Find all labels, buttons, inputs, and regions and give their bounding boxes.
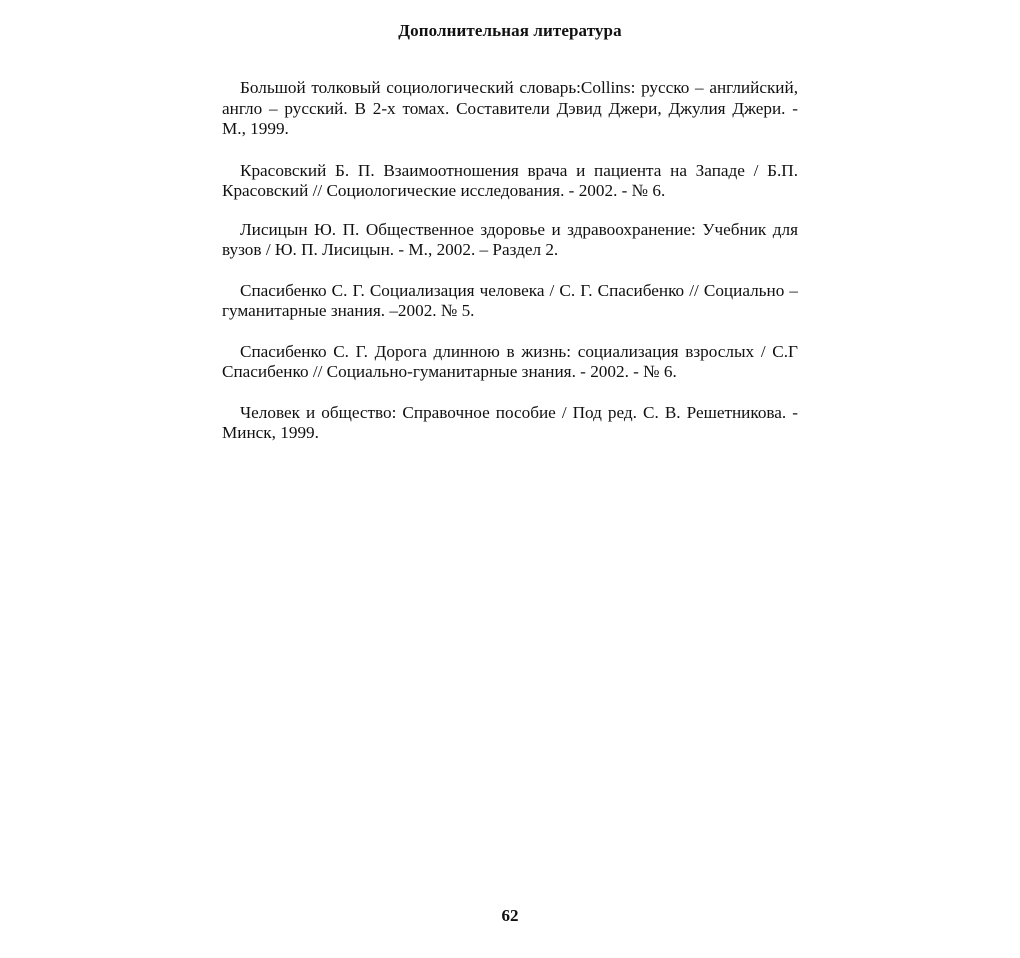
- page-title: Дополнительная литература: [398, 21, 622, 40]
- reference-item: Красовский Б. П. Взаимоотношения врача и пациента на Западе / Б.П. Красовский // Социологические исследования. - 2002. - № 6.: [222, 160, 798, 200]
- reference-item: Спасибенко С. Г. Дорога длинною в жизнь: социализация взрослых / С.Г Спасибенко // Социально-гуманитарные знания. - 2002. - № 6.: [222, 341, 798, 381]
- page-number: 62: [501, 906, 519, 925]
- reference-list: [222, 78, 798, 463]
- reference-item: Большой толковый социологический словарь:Collins: русско – английский, англо – русский. В 2-х томах. Составители Дэвид Джери, Джулия Джери. - М., 1999.: [222, 78, 798, 138]
- reference-item: Спасибенко С. Г. Социализация человека / С. Г. Спасибенко // Социально – гуманитарные знания. –2002. № 5.: [222, 280, 798, 320]
- reference-item: Человек и общество: Справочное пособие / Под ред. С. В. Решетникова. - Минск, 1999.: [222, 402, 798, 442]
- reference-item: Лисицын Ю. П. Общественное здоровье и здравоохранение: Учебник для вузов / Ю. П. Лисицын. - М., 2002. – Раздел 2.: [222, 219, 798, 259]
